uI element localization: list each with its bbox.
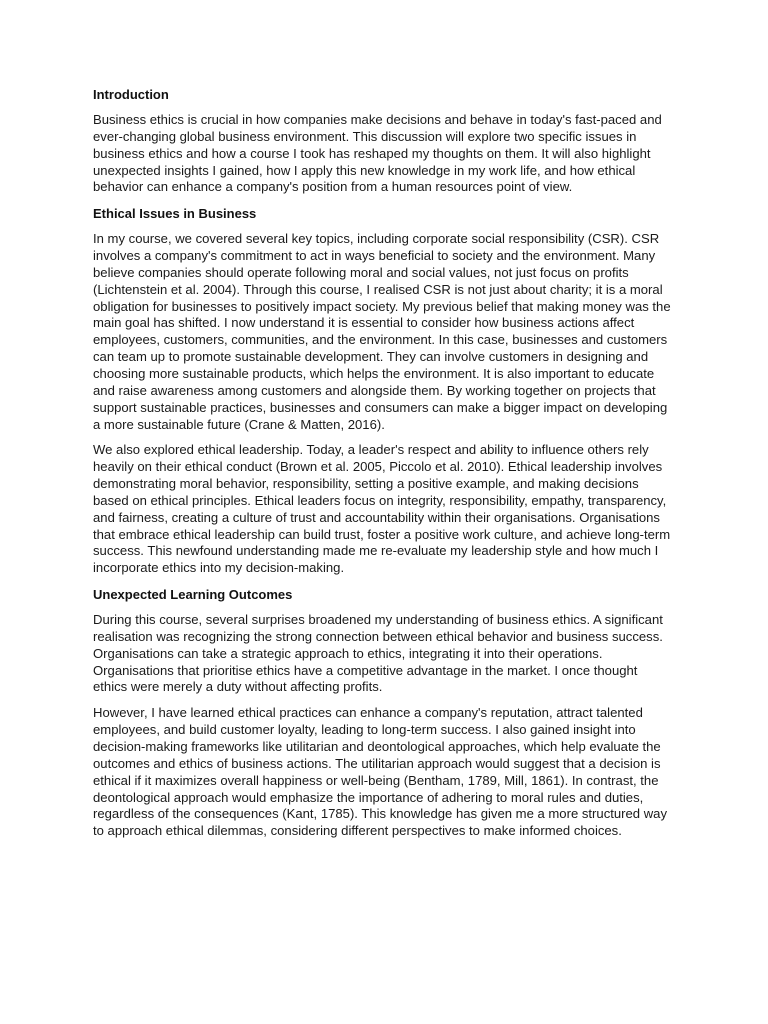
paragraph-ethical-leadership: We also explored ethical leadership. Today, a leader's respect and ability to influence others rely heavily on their ethical conduct (Brown et al. 2005, Piccolo et al. 2010). Ethical leadership involves demonstrating moral behavior, responsibility, setting a positive example, and making decisions based on ethical principles. Ethical leaders focus on integrity, responsibility, empathy, transparency, and fairness, creating a culture of trust and accountability within their organisations. Organisations that embrace ethical leadership can build trust, foster a positive work culture, and achieve long-term success. This newfound understanding made me re-evaluate my leadership style and how much I incorporate ethics into my decision-making. [93, 442, 671, 576]
paragraph-csr: In my course, we covered several key topics, including corporate social responsibility (CSR). CSR involves a company's commitment to act in ways beneficial to society and the environment. Many believe companies should operate following moral and social values, not just focus on profits (Lichtenstein et al. 2004). Through this course, I realised CSR is not just about charity; it is a moral obligation for businesses to positively impact society. My previous belief that making money was the main goal has shifted. I now understand it is essential to consider how business actions affect employees, customers, communities, and the environment. In this case, businesses and customers can team up to promote sustainable development. They can involve customers in designing and choosing more sustainable products, which helps the environment. It is also important to educate and raise awareness among customers and alongside them. By working together on projects that support sustainable practices, businesses and consumers can make a bigger impact on developing a more sustainable future (Crane & Matten, 2016). [93, 231, 671, 432]
document-page [93, 86, 675, 849]
paragraph-frameworks: However, I have learned ethical practices can enhance a company's reputation, attract talented employees, and build customer loyalty, leading to long-term success. I also gained insight into decision-making frameworks like utilitarian and deontological approaches, which help evaluate the outcomes and ethics of business actions. The utilitarian approach would suggest that a decision is ethical if it maximizes overall happiness or well-being (Bentham, 1789, Mill, 1861). In contrast, the deontological approach would emphasize the importance of adhering to moral rules and duties, regardless of the consequences (Kant, 1785). This knowledge has given me a more structured way to approach ethical dilemmas, considering different perspectives to make informed choices. [93, 705, 668, 839]
section-heading-introduction: Introduction [93, 87, 169, 102]
paragraph-surprises: During this course, several surprises broadened my understanding of business ethics. A significant realisation was recognizing the strong connection between ethical behavior and business success. Organisations can take a strategic approach to ethics, integrating it into their operations. Organisations that prioritise ethics have a competitive advantage in the market. I once thought ethics were merely a duty without affecting profits. [93, 612, 663, 695]
paragraph-introduction: Business ethics is crucial in how companies make decisions and behave in today's fast-paced and ever-changing global business environment. This discussion will explore two specific issues in business ethics and how a course I took has reshaped my thoughts on them. It will also highlight unexpected insights I gained, how I apply this new knowledge in my work life, and how ethical behavior can enhance a company's position from a human resources point of view. [93, 112, 662, 195]
section-heading-ethical-issues: Ethical Issues in Business [93, 206, 257, 222]
section-heading-unexpected-outcomes: Unexpected Learning Outcomes [93, 587, 293, 603]
